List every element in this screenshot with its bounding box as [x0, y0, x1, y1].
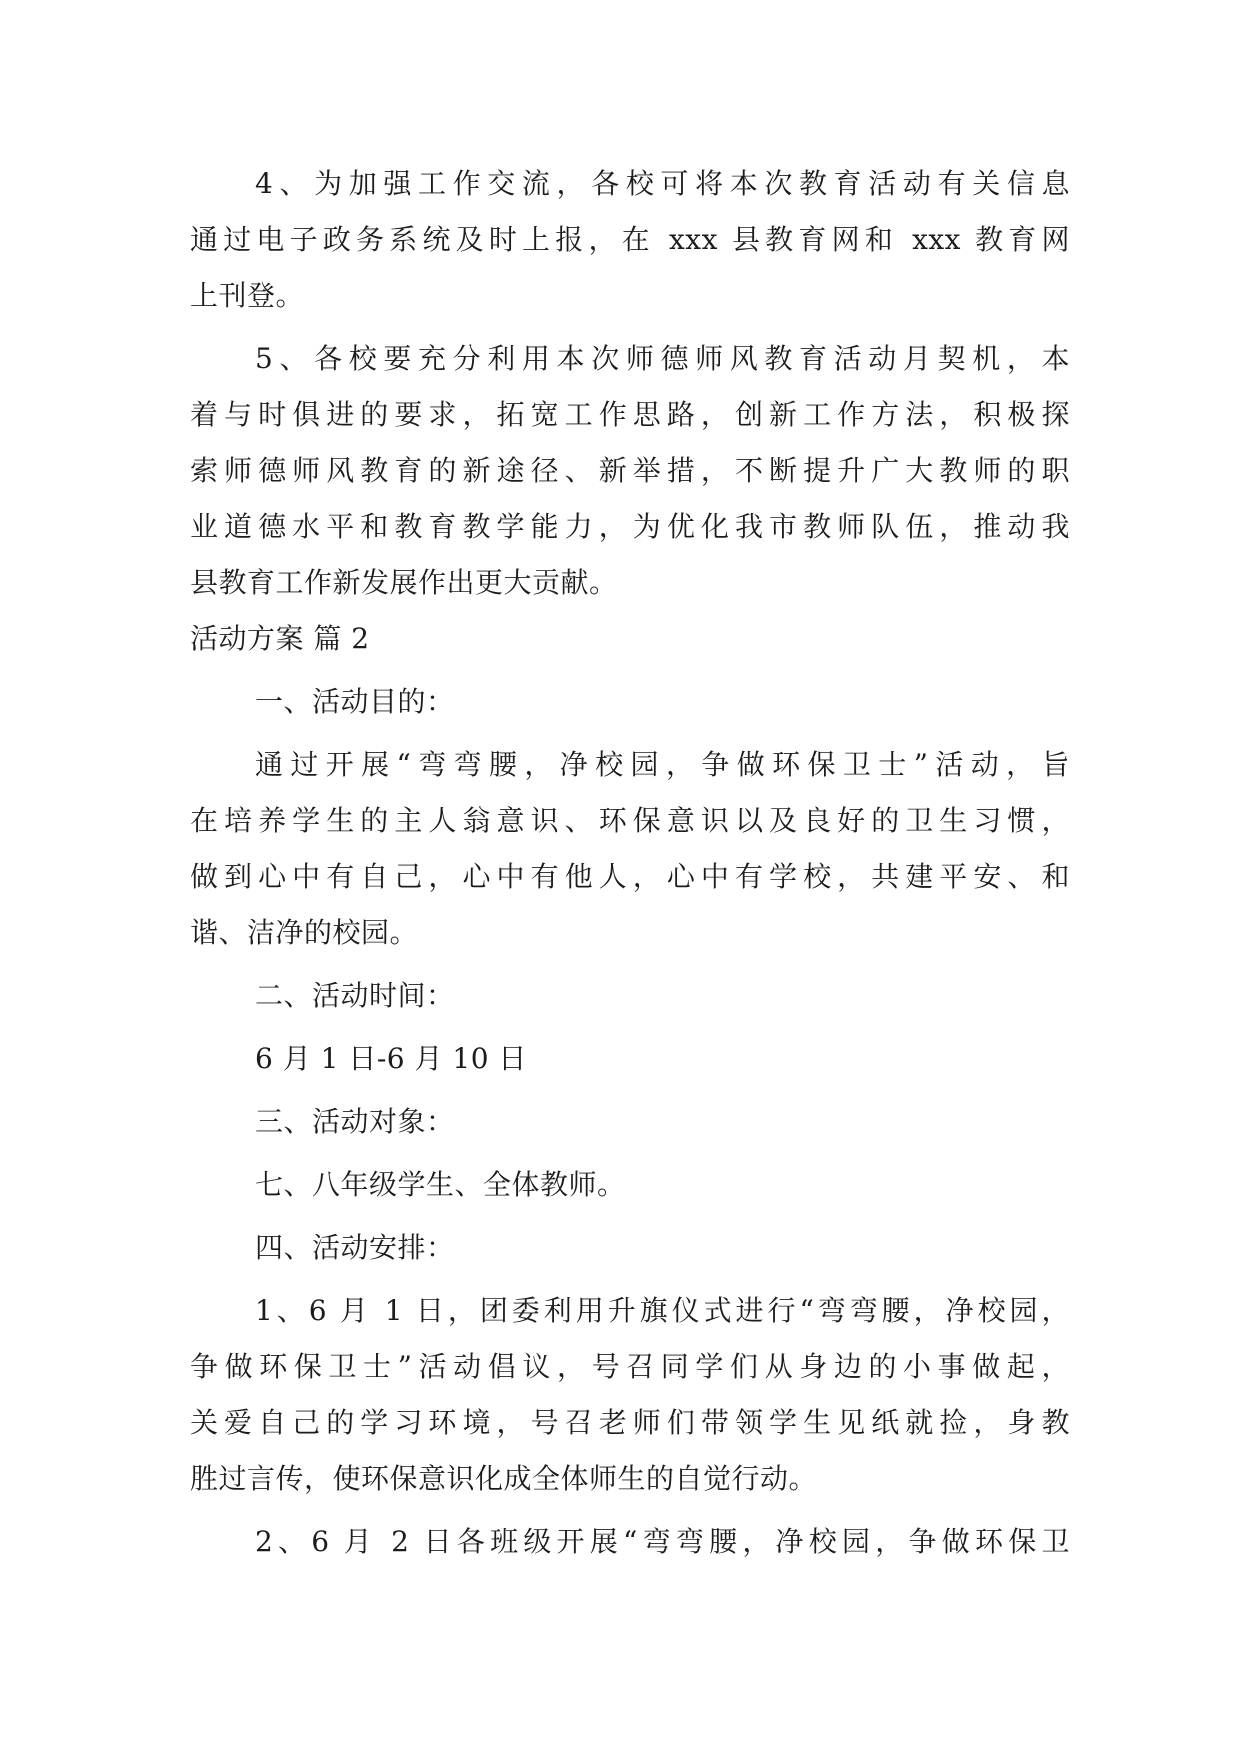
- paragraph-4-line-2: 通过电子政务系统及时上报，在 xxx 县教育网和 xxx 教育网: [190, 223, 1070, 256]
- purpose-line-2: 在培养学生的主人翁意识、环保意识以及良好的卫生习惯，: [190, 804, 1070, 837]
- paragraph-5-line-1: 5、各校要充分利用本次师德师风教育活动月契机，本: [255, 342, 1070, 375]
- arrangement-1-line-1: 1、6 月 1 日，团委利用升旗仪式进行“弯弯腰，净校园，: [255, 1294, 1070, 1327]
- heading-time: 二、活动时间：: [255, 979, 455, 1012]
- section-title: 活动方案 篇 2: [190, 622, 370, 655]
- purpose-line-1: 通过开展“弯弯腰，净校园，争做环保卫士”活动，旨: [255, 748, 1070, 781]
- target-value: 七、八年级学生、全体教师。: [255, 1168, 626, 1201]
- paragraph-5-line-2: 着与时俱进的要求，拓宽工作思路，创新工作方法，积极探: [190, 398, 1070, 431]
- arrangement-1-line-3: 关爱自己的学习环境，号召老师们带领学生见纸就捡，身教: [190, 1406, 1070, 1439]
- paragraph-4-line-3: 上刊登。: [190, 279, 305, 312]
- arrangement-1-line-2: 争做环保卫士”活动倡议，号召同学们从身边的小事做起，: [190, 1350, 1070, 1383]
- arrangement-1-line-4: 胜过言传，使环保意识化成全体师生的自觉行动。: [190, 1462, 818, 1495]
- paragraph-5-line-4: 业道德水平和教育教学能力，为优化我市教师队伍，推动我: [190, 510, 1070, 543]
- heading-purpose: 一、活动目的：: [255, 685, 455, 718]
- heading-arrangement: 四、活动安排：: [255, 1231, 455, 1264]
- purpose-line-4: 谐、洁净的校园。: [190, 916, 419, 949]
- time-value: 6 月 1 日-6 月 10 日: [255, 1042, 527, 1075]
- arrangement-2-line-1: 2、6 月 2 日各班级开展“弯弯腰，净校园，争做环保卫: [255, 1525, 1070, 1558]
- heading-target: 三、活动对象：: [255, 1105, 455, 1138]
- paragraph-5-line-3: 索师德师风教育的新途径、新举措，不断提升广大教师的职: [190, 454, 1070, 487]
- purpose-line-3: 做到心中有自己，心中有他人，心中有学校，共建平安、和: [190, 860, 1070, 893]
- paragraph-5-line-5: 县教育工作新发展作出更大贡献。: [190, 566, 618, 599]
- paragraph-4-line-1: 4、为加强工作交流，各校可将本次教育活动有关信息: [255, 167, 1070, 200]
